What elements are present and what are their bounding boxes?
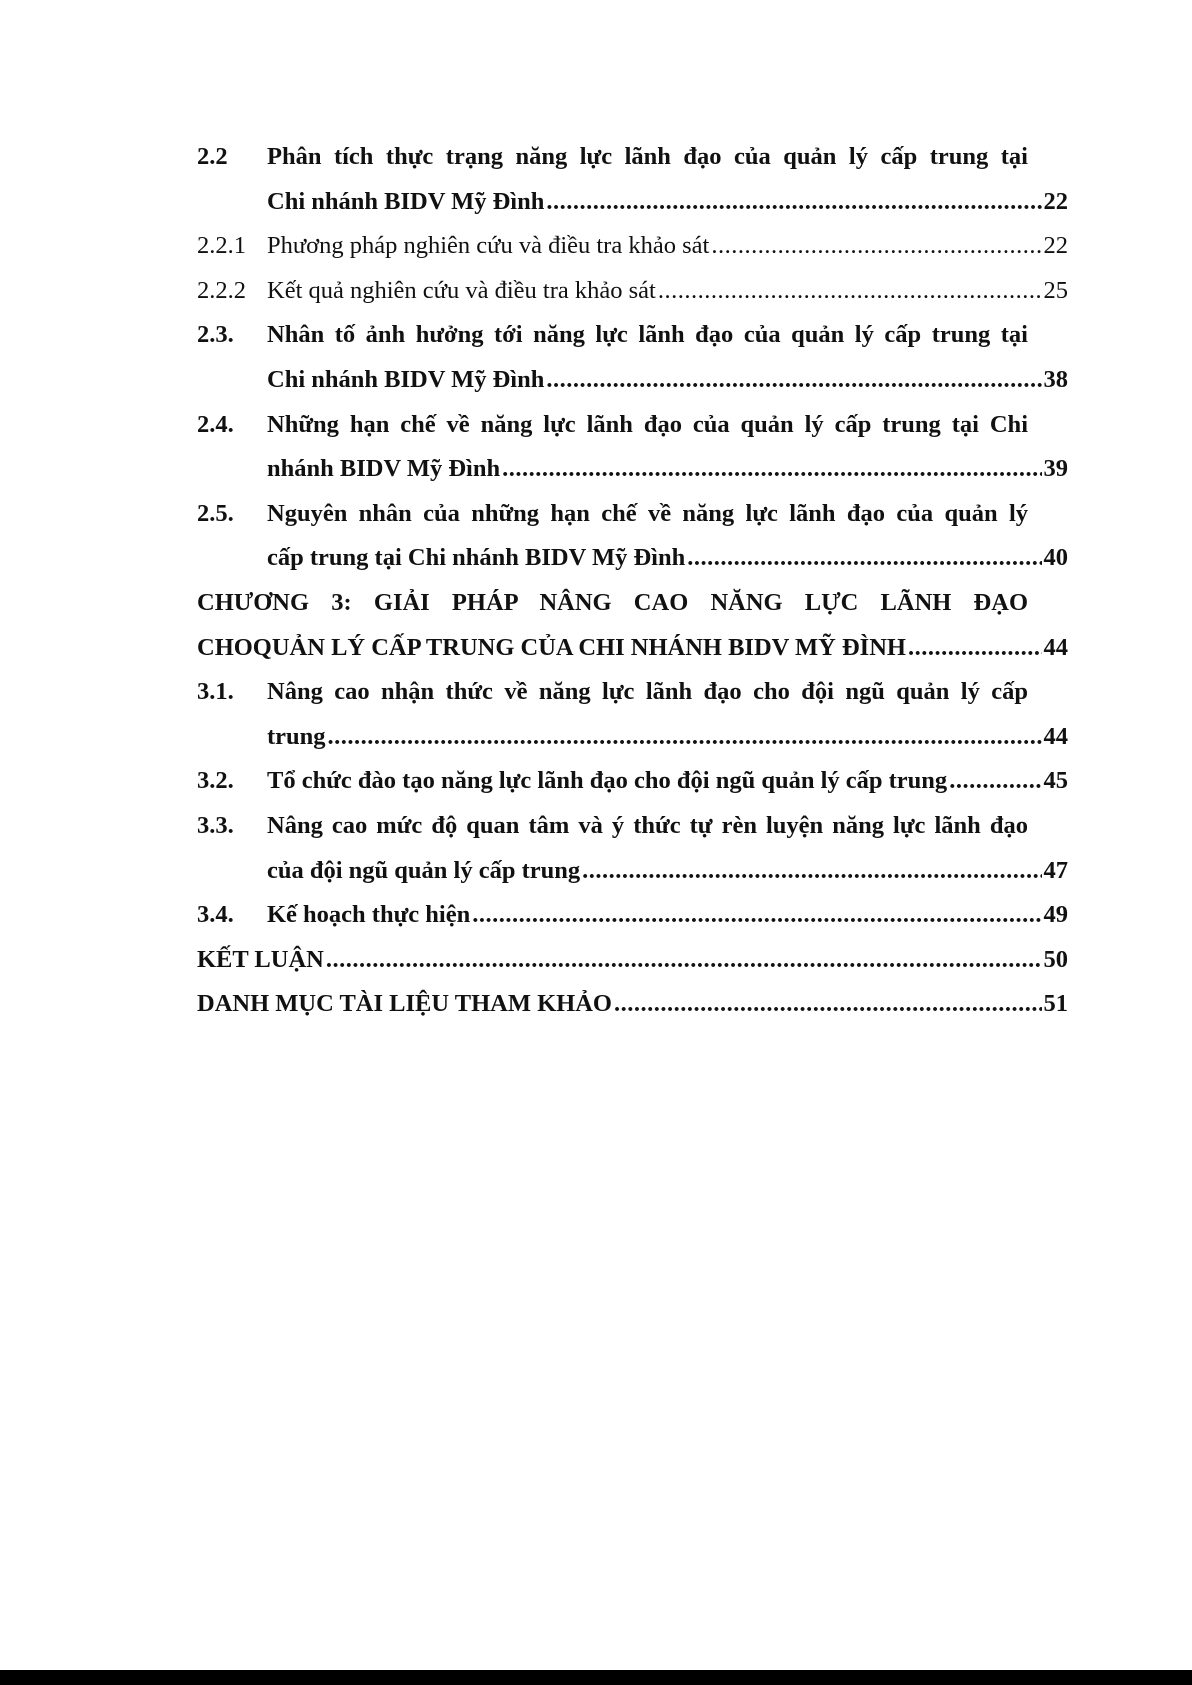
toc-entry-title: Phân tích thực trạng năng lực lãnh đạo của quản lý cấp trung tại <box>267 143 1028 170</box>
toc-leader-dots <box>472 893 1041 938</box>
toc-chapter-title: DANH MỤC TÀI LIỆU THAM KHẢO <box>197 982 612 1027</box>
toc-line[interactable] <box>197 269 1068 314</box>
toc-line <box>197 670 1068 715</box>
toc-line <box>197 581 1068 626</box>
toc-page-number: 51 <box>1043 990 1068 1018</box>
toc-line[interactable] <box>197 358 1068 403</box>
toc-line[interactable] <box>197 759 1068 804</box>
toc-line <box>197 403 1068 448</box>
page-bottom-border <box>0 1670 1192 1685</box>
toc-leader-dots <box>711 224 1041 269</box>
toc-entry-number: 3.2. <box>197 767 234 795</box>
toc-page-number: 39 <box>1043 455 1068 483</box>
toc-page-number: 44 <box>1043 722 1068 750</box>
toc-page-number: 49 <box>1043 901 1068 929</box>
toc-line <box>197 313 1068 358</box>
toc-entry-title: trung <box>267 715 326 760</box>
toc-entry-title: của đội ngũ quản lý cấp trung <box>267 849 580 894</box>
toc-entry-number: 2.2 <box>197 143 228 170</box>
toc-page-number: 44 <box>1043 633 1068 661</box>
toc-leader-dots <box>328 715 1042 760</box>
toc-line[interactable] <box>197 536 1068 581</box>
toc-entry-title: Nâng cao mức độ quan tâm và ý thức tự rèn luyện năng lực lãnh đạo <box>267 811 1028 839</box>
toc-entry-number: 3.4. <box>197 901 234 929</box>
toc-entry-number: 2.3. <box>197 321 234 349</box>
toc-line <box>197 492 1068 537</box>
toc-line[interactable] <box>197 938 1068 983</box>
toc-entry-title: cấp trung tại Chi nhánh BIDV Mỹ Đình <box>267 536 685 581</box>
toc-leader-dots <box>546 358 1041 403</box>
toc-line[interactable] <box>197 715 1068 760</box>
toc-entry-title: Những hạn chế về năng lực lãnh đạo của quản lý cấp trung tại Chi <box>267 410 1028 438</box>
toc-page-number: 25 <box>1043 276 1068 304</box>
toc-line <box>197 135 1068 180</box>
toc-entry-title: Phương pháp nghiên cứu và điều tra khảo sát <box>267 224 709 269</box>
toc-chapter-title: CHƯƠNG 3: GIẢI PHÁP NÂNG CAO NĂNG LỰC LÃNH ĐẠO <box>197 588 1028 616</box>
toc-entry-number: 2.5. <box>197 499 234 527</box>
toc-entry-title: Chi nhánh BIDV Mỹ Đình <box>267 180 544 225</box>
toc-chapter-title: CHOQUẢN LÝ CẤP TRUNG CỦA CHI NHÁNH BIDV MỸ ĐÌNH <box>197 626 906 671</box>
toc-line[interactable] <box>197 982 1068 1027</box>
toc-leader-dots <box>687 536 1041 581</box>
toc-leader-dots <box>949 759 1041 804</box>
toc-leader-dots <box>326 938 1042 983</box>
toc-entry-number: 2.2.1 <box>197 232 246 260</box>
toc-line[interactable] <box>197 893 1068 938</box>
table-of-contents <box>197 135 1068 1027</box>
toc-page-number: 22 <box>1043 232 1068 260</box>
toc-page-number: 47 <box>1043 856 1068 884</box>
toc-page-number: 45 <box>1043 767 1068 795</box>
toc-entry-title: Kết quả nghiên cứu và điều tra khảo sát <box>267 269 656 314</box>
toc-page-number: 50 <box>1043 945 1068 973</box>
toc-entry-title: Tổ chức đào tạo năng lực lãnh đạo cho đội ngũ quản lý cấp trung <box>267 759 947 804</box>
toc-entry-title: Kế hoạch thực hiện <box>267 893 470 938</box>
toc-line[interactable] <box>197 447 1068 492</box>
toc-entry-title: Nhân tố ảnh hưởng tới năng lực lãnh đạo của quản lý cấp trung tại <box>267 321 1028 349</box>
toc-leader-dots <box>582 849 1041 894</box>
toc-line[interactable] <box>197 224 1068 269</box>
toc-entry-title: Nguyên nhân của những hạn chế về năng lực lãnh đạo của quản lý <box>267 499 1028 527</box>
toc-leader-dots <box>658 269 1042 314</box>
toc-line[interactable] <box>197 626 1068 671</box>
toc-leader-dots <box>908 626 1042 671</box>
toc-entry-title: Nâng cao nhận thức về năng lực lãnh đạo cho đội ngũ quản lý cấp <box>267 678 1028 706</box>
toc-leader-dots <box>546 180 1041 225</box>
toc-line[interactable] <box>197 180 1068 225</box>
toc-page-number: 40 <box>1043 544 1068 572</box>
toc-page-number: 38 <box>1043 365 1068 393</box>
toc-leader-dots <box>502 447 1041 492</box>
toc-page-number: 22 <box>1043 187 1068 215</box>
toc-line[interactable] <box>197 849 1068 894</box>
toc-leader-dots <box>614 982 1042 1027</box>
toc-line <box>197 804 1068 849</box>
toc-entry-title: Chi nhánh BIDV Mỹ Đình <box>267 358 544 403</box>
toc-chapter-title: KẾT LUẬN <box>197 938 324 983</box>
toc-entry-title: nhánh BIDV Mỹ Đình <box>267 447 500 492</box>
toc-entry-number: 2.4. <box>197 410 234 438</box>
toc-entry-number: 2.2.2 <box>197 276 246 304</box>
toc-entry-number: 3.3. <box>197 811 234 839</box>
toc-entry-number: 3.1. <box>197 678 234 706</box>
